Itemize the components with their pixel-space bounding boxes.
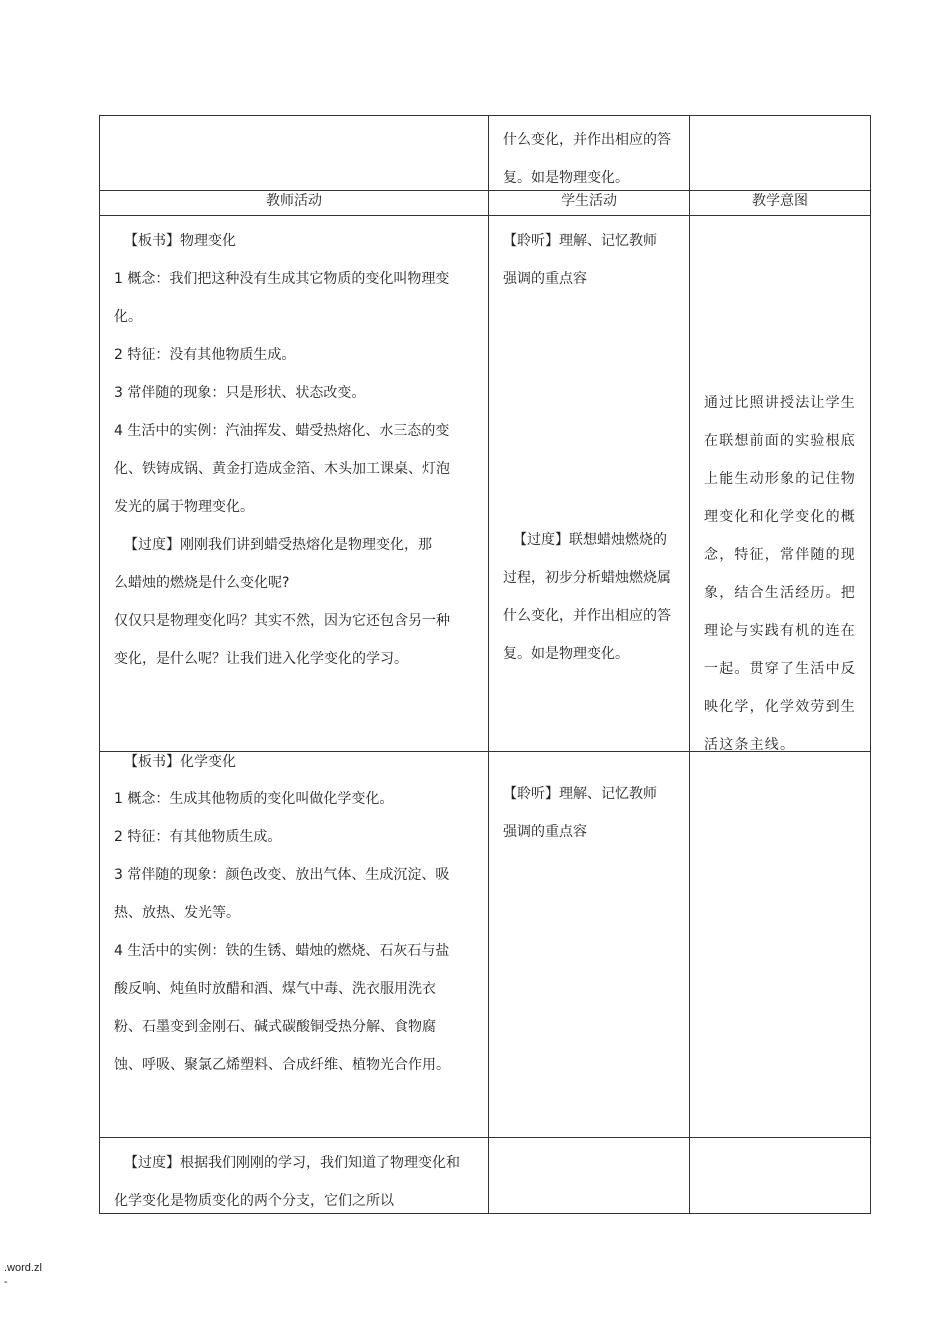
- transition-title: 【过度】刚刚我们讲到蜡受热熔化是物理变化，那: [124, 537, 432, 553]
- text-line: 复。如是物理变化。: [503, 646, 629, 662]
- text-line: 活这条主线。: [704, 737, 796, 753]
- top-row-student-cell: [503, 121, 685, 197]
- text-line: 什么变化，并作出相应的答: [503, 608, 671, 624]
- board-title: 【板书】化学变化: [124, 754, 236, 770]
- table-border-top: [99, 115, 871, 116]
- transition-title: 【过度】根据我们刚刚的学习，我们知道了物理变化和: [124, 1155, 460, 1171]
- board-title: 【板书】物理变化: [124, 233, 236, 249]
- text-line: 理论与实践有机的连在: [704, 623, 856, 639]
- footer-source-text: .word.zl: [4, 1262, 42, 1274]
- text-line: 通过比照讲授法让学生: [704, 395, 856, 411]
- text-line: 热、放热、发光等。: [114, 905, 240, 921]
- text-line: 1 概念：生成其他物质的变化叫做化学变化。: [114, 791, 394, 807]
- text-line: 1 概念：我们把这种没有生成其它物质的变化叫物理变: [114, 271, 450, 287]
- text-line: 变化，是什么呢？让我们进入化学变化的学习。: [114, 651, 408, 667]
- text-line: 化。: [114, 309, 142, 325]
- header-teaching-purpose: 教学意图: [752, 193, 808, 209]
- text-line: 在联想前面的实验根底: [704, 433, 856, 449]
- text-line: 仅仅只是物理变化吗？其实不然，因为它还包含另一种: [114, 613, 450, 629]
- text-line: 化学变化是物质变化的两个分支，它们之所以: [114, 1193, 394, 1209]
- row1-student-cell-transition: [503, 521, 685, 673]
- text-line: 强调的重点容: [503, 824, 587, 840]
- text-line: 复。如是物理变化。: [503, 170, 629, 186]
- text-line: 念，特征，常伴随的现: [704, 547, 856, 563]
- text-line: 3 常伴随的现象：颜色改变、放出气体、生成沉淀、吸: [114, 867, 450, 883]
- text-line: 2 特征：没有其他物质生成。: [114, 347, 296, 363]
- column-divider-2: [689, 115, 690, 1214]
- text-line: 什么变化，并作出相应的答: [503, 132, 671, 148]
- text-line: 发光的属于物理变化。: [114, 499, 254, 515]
- row1-teacher-cell: [114, 222, 486, 678]
- row1-student-cell-listen: [503, 222, 685, 298]
- text-line: 强调的重点容: [503, 271, 587, 287]
- row1-purpose-cell: [704, 384, 868, 764]
- text-line: 象，结合生活经历。把: [704, 585, 856, 601]
- footer-dash: -: [4, 1276, 8, 1288]
- row3-teacher-cell: [114, 1144, 486, 1220]
- text-line: 3 常伴随的现象：只是形状、状态改变。: [114, 385, 366, 401]
- table-border-right: [870, 115, 871, 1214]
- header-student-activity: 学生活动: [561, 193, 617, 209]
- table-border-left: [99, 115, 100, 1214]
- text-line: 过程，初步分析蜡烛燃烧属: [503, 570, 671, 586]
- text-line: 2 特征：有其他物质生成。: [114, 829, 282, 845]
- text-line: 化、铁铸成锅、黄金打造成金箔、木头加工课桌、灯泡: [114, 461, 450, 477]
- text-line: 上能生动形象的记住物: [704, 471, 856, 487]
- header-teacher-activity: 教师活动: [266, 193, 322, 209]
- row-divider-header-bottom: [99, 215, 871, 216]
- text-line: 么蜡烛的燃烧是什么变化呢?: [114, 575, 290, 591]
- text-line: 【聆听】理解、记忆教师: [503, 233, 657, 249]
- text-line: 一起。贯穿了生活中反: [704, 661, 856, 677]
- column-divider-1: [488, 115, 489, 1214]
- text-line: 4 生活中的实例：汽油挥发、蜡受热熔化、水三态的变: [114, 423, 450, 439]
- text-line: 【聆听】理解、记忆教师: [503, 786, 657, 802]
- text-line: 粉、石墨变到金刚石、碱式碳酸铜受热分解、食物腐: [114, 1019, 436, 1035]
- row2-teacher-cell: [114, 752, 486, 1084]
- row2-student-cell: [503, 775, 685, 851]
- row-divider-2: [99, 1137, 871, 1138]
- text-line: 理变化和化学变化的概: [704, 509, 856, 525]
- text-line: 蚀、呼吸、聚氯乙烯塑料、合成纤维、植物光合作用。: [114, 1057, 450, 1073]
- text-line: 映化学，化学效劳到生: [704, 699, 856, 715]
- text-line: 酸反响、炖鱼时放醋和酒、煤气中毒、洗衣服用洗衣: [114, 981, 436, 997]
- text-line: 【过度】联想蜡烛燃烧的: [513, 532, 667, 548]
- text-line: 4 生活中的实例：铁的生锈、蜡烛的燃烧、石灰石与盐: [114, 943, 450, 959]
